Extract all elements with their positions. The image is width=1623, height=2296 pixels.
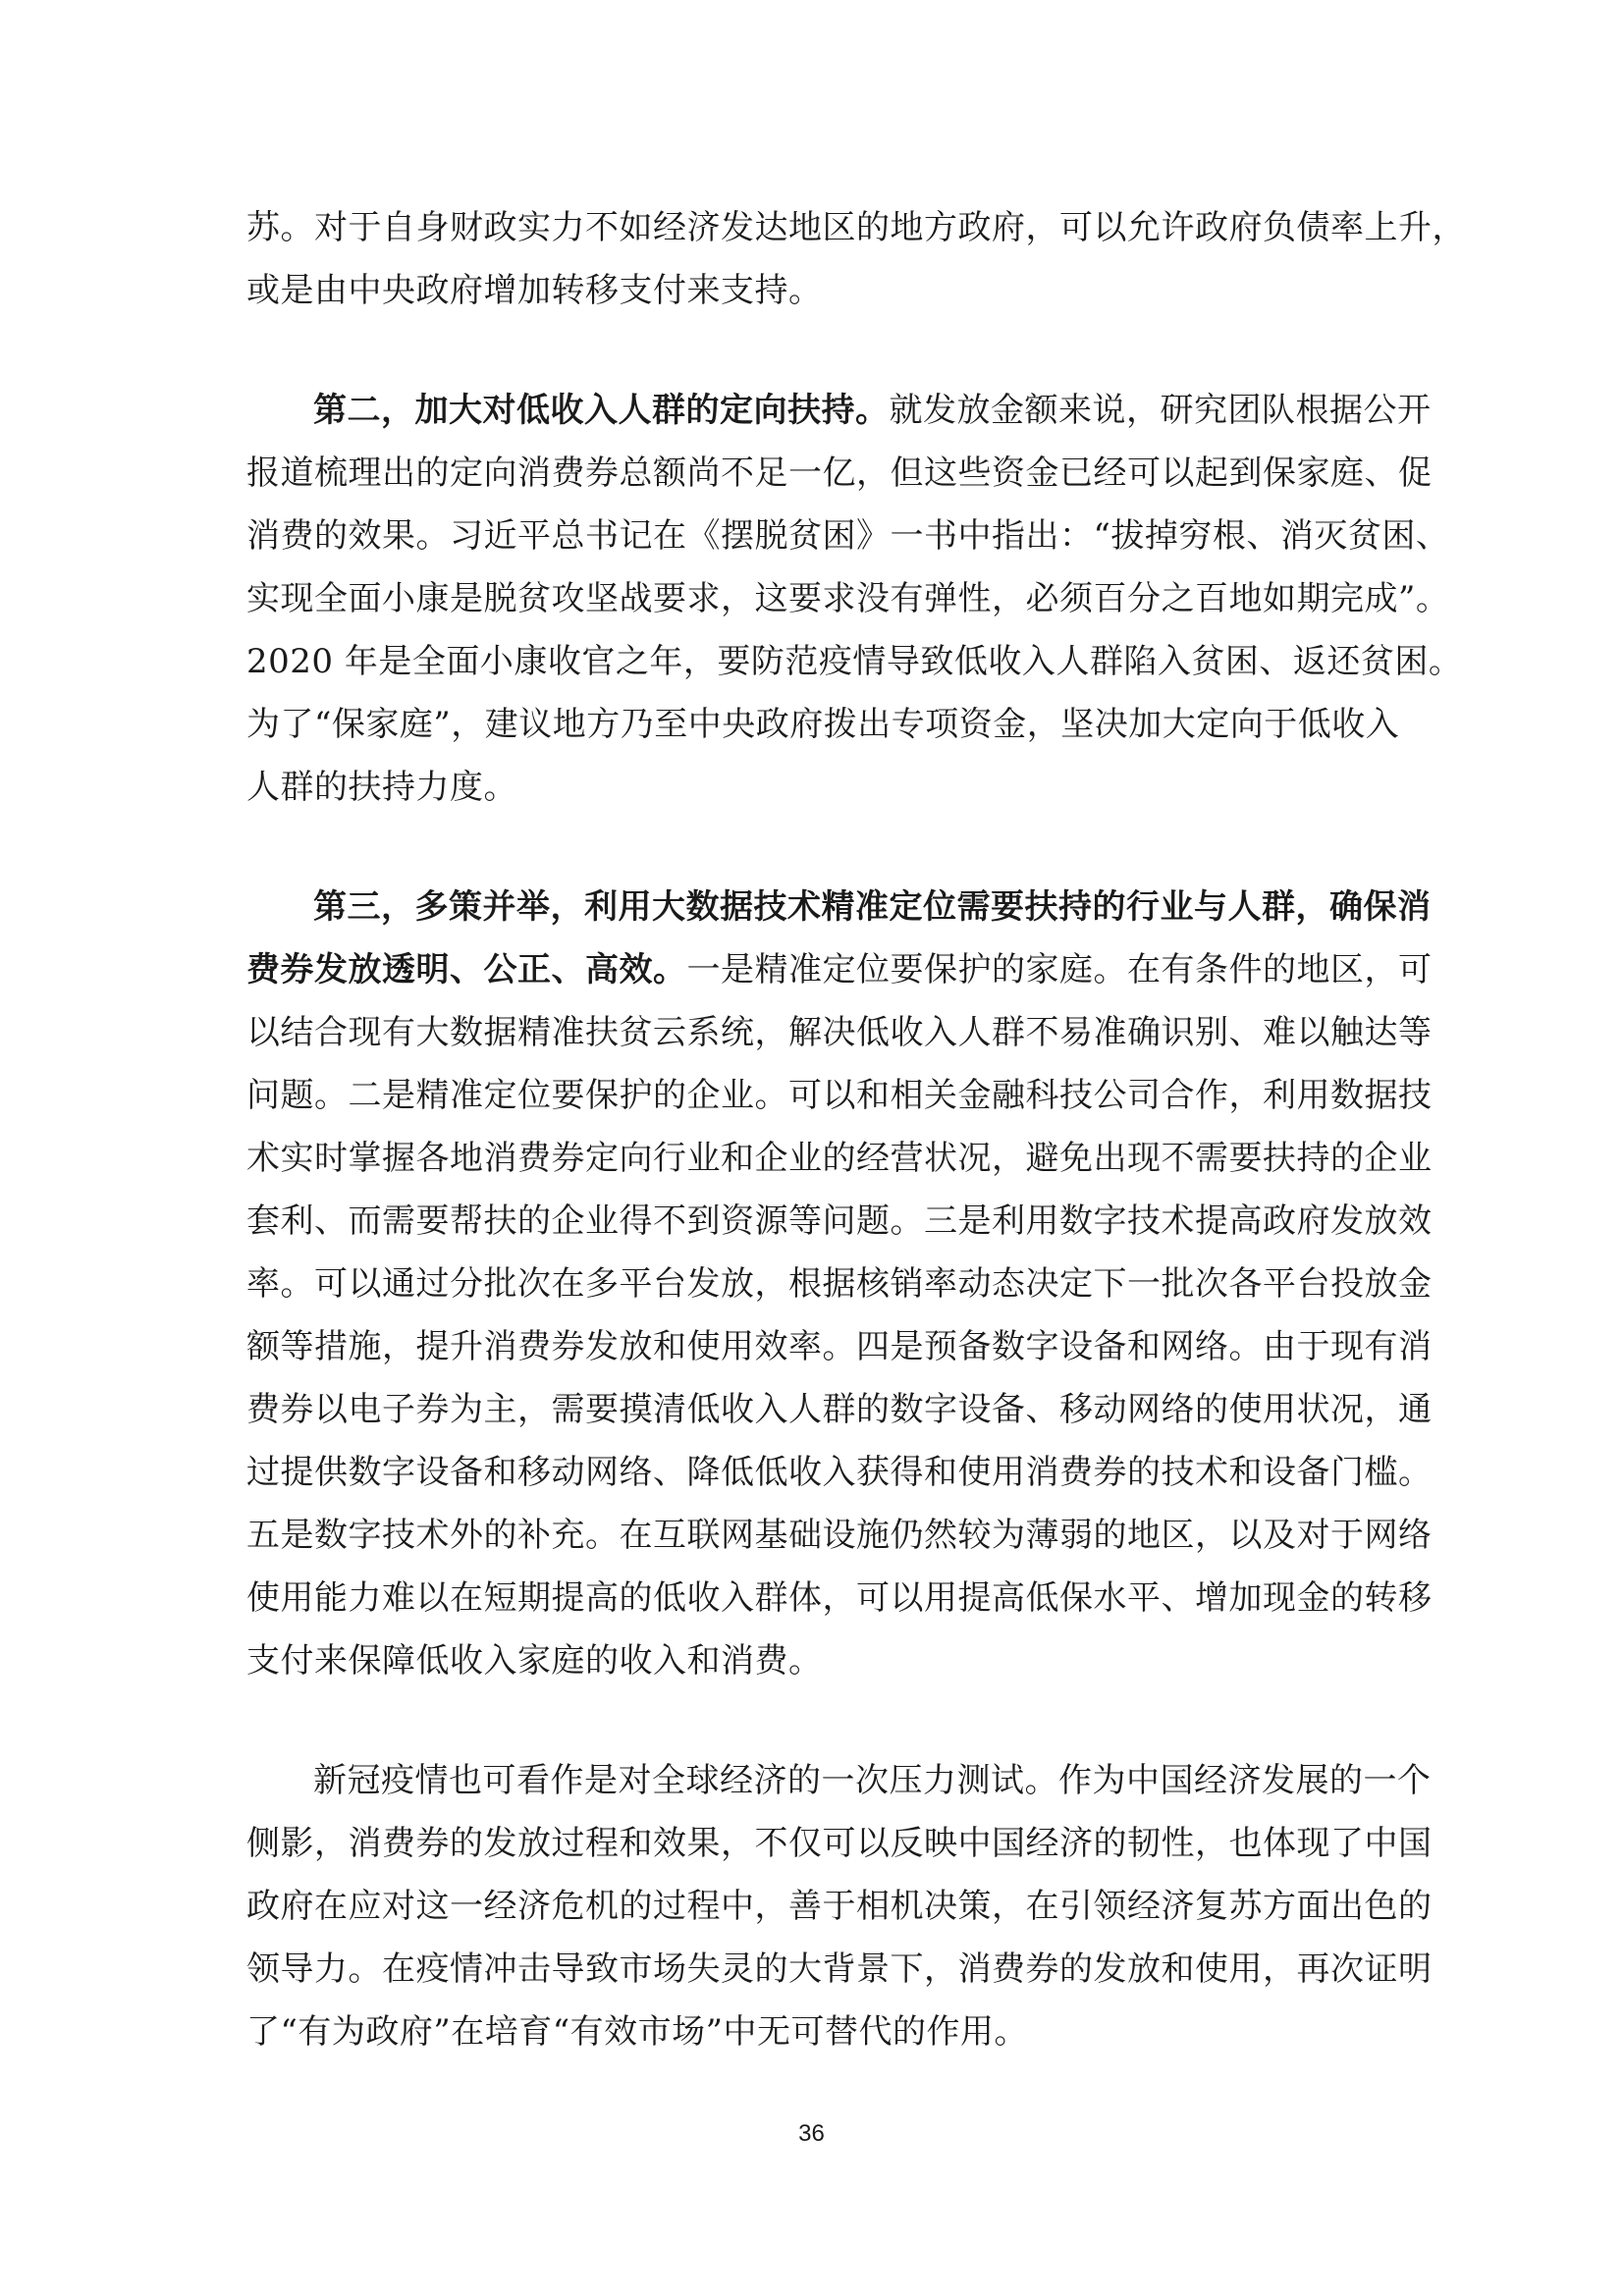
- text-line: 报道梳理出的定向消费券总额尚不足一亿，但这些资金已经可以起到保家庭、促: [246, 454, 1433, 493]
- text-line: 侧影，消费券的发放过程和效果，不仅可以反映中国经济的韧性，也体现了中国: [246, 1824, 1433, 1863]
- paragraph-third-measure: [246, 876, 1433, 1692]
- text-line: 使用能力难以在短期提高的低收入群体，可以用提高低保水平、增加现金的转移: [246, 1578, 1433, 1618]
- paragraph-continuation: [246, 196, 1466, 322]
- text-line: 实现全面小康是脱贫攻坚战要求，这要求没有弹性，必须百分之百地如期完成”。: [246, 579, 1450, 618]
- text-line: 五是数字技术外的补充。在互联网基础设施仍然较为薄弱的地区，以及对于网络: [246, 1516, 1433, 1555]
- paragraph-conclusion: [246, 1749, 1433, 2063]
- text-run: 一是精准定位要保护的家庭。在有条件的地区，可: [686, 950, 1433, 989]
- text-line: 套利、而需要帮扶的企业得不到资源等问题。三是利用数字技术提高政府发放效: [246, 1201, 1433, 1241]
- text-line: 过提供数字设备和移动网络、降低低收入获得和使用消费券的技术和设备门槛。: [246, 1453, 1433, 1492]
- text-line: 或是由中央政府增加转移支付来支持。: [246, 271, 823, 310]
- text-line: 术实时掌握各地消费券定向行业和企业的经营状况，避免出现不需要扶持的企业: [246, 1139, 1433, 1178]
- paragraph-second-measure: [246, 379, 1463, 819]
- text-line: 苏。对于自身财政实力不如经济发达地区的地方政府，可以允许政府负债率上升，: [246, 208, 1466, 247]
- text-line: 率。可以通过分批次在多平台发放，根据核销率动态决定下一批次各平台投放金: [246, 1264, 1433, 1304]
- text-line: 为了“保家庭”，建议地方乃至中央政府拨出专项资金，坚决加大定向于低收入: [246, 705, 1400, 744]
- text-run: 就发放金额来说，研究团队根据公开: [889, 391, 1432, 430]
- text-line: 额等措施，提升消费券发放和使用效率。四是预备数字设备和网络。由于现有消: [246, 1327, 1433, 1366]
- text-line: 支付来保障低收入家庭的收入和消费。: [246, 1641, 823, 1681]
- text-line: 费券以电子券为主，需要摸清低收入人群的数字设备、移动网络的使用状况，通: [246, 1390, 1433, 1429]
- text-line: 领导力。在疫情冲击导致市场失灵的大背景下，消费券的发放和使用，再次证明: [246, 1949, 1433, 1989]
- text-line: 了“有为政府”在培育“有效市场”中无可替代的作用。: [246, 2012, 1029, 2052]
- document-body: [246, 196, 1466, 2063]
- text-line: [246, 938, 1433, 1001]
- text-line: 以结合现有大数据精准扶贫云系统，解决低收入人群不易准确识别、难以触达等: [246, 1013, 1433, 1052]
- heading-bold-text: 费券发放透明、公正、高效。: [246, 950, 687, 989]
- text-line: 问题。二是精准定位要保护的企业。可以和相关金融科技公司合作，利用数据技: [246, 1076, 1433, 1115]
- text-line: [246, 379, 1432, 442]
- heading-bold-text: 第二，加大对低收入人群的定向扶持。: [313, 391, 890, 430]
- text-line: 2020 年是全面小康收官之年，要防范疫情导致低收入人群陷入贫困、返还贫困。: [246, 642, 1463, 681]
- heading-bold-line: 第三，多策并举，利用大数据技术精准定位需要扶持的行业与人群，确保消: [313, 887, 1432, 927]
- text-line: 消费的效果。习近平总书记在《摆脱贫困》一书中指出：“拔掉穷根、消灭贫困、: [246, 516, 1450, 556]
- text-line: 政府在应对这一经济危机的过程中，善于相机决策，在引领经济复苏方面出色的: [246, 1887, 1433, 1926]
- text-line: 人群的扶持力度。: [246, 768, 517, 807]
- page-number: 36: [798, 2120, 825, 2147]
- text-line: 新冠疫情也可看作是对全球经济的一次压力测试。作为中国经济发展的一个: [313, 1761, 1432, 1800]
